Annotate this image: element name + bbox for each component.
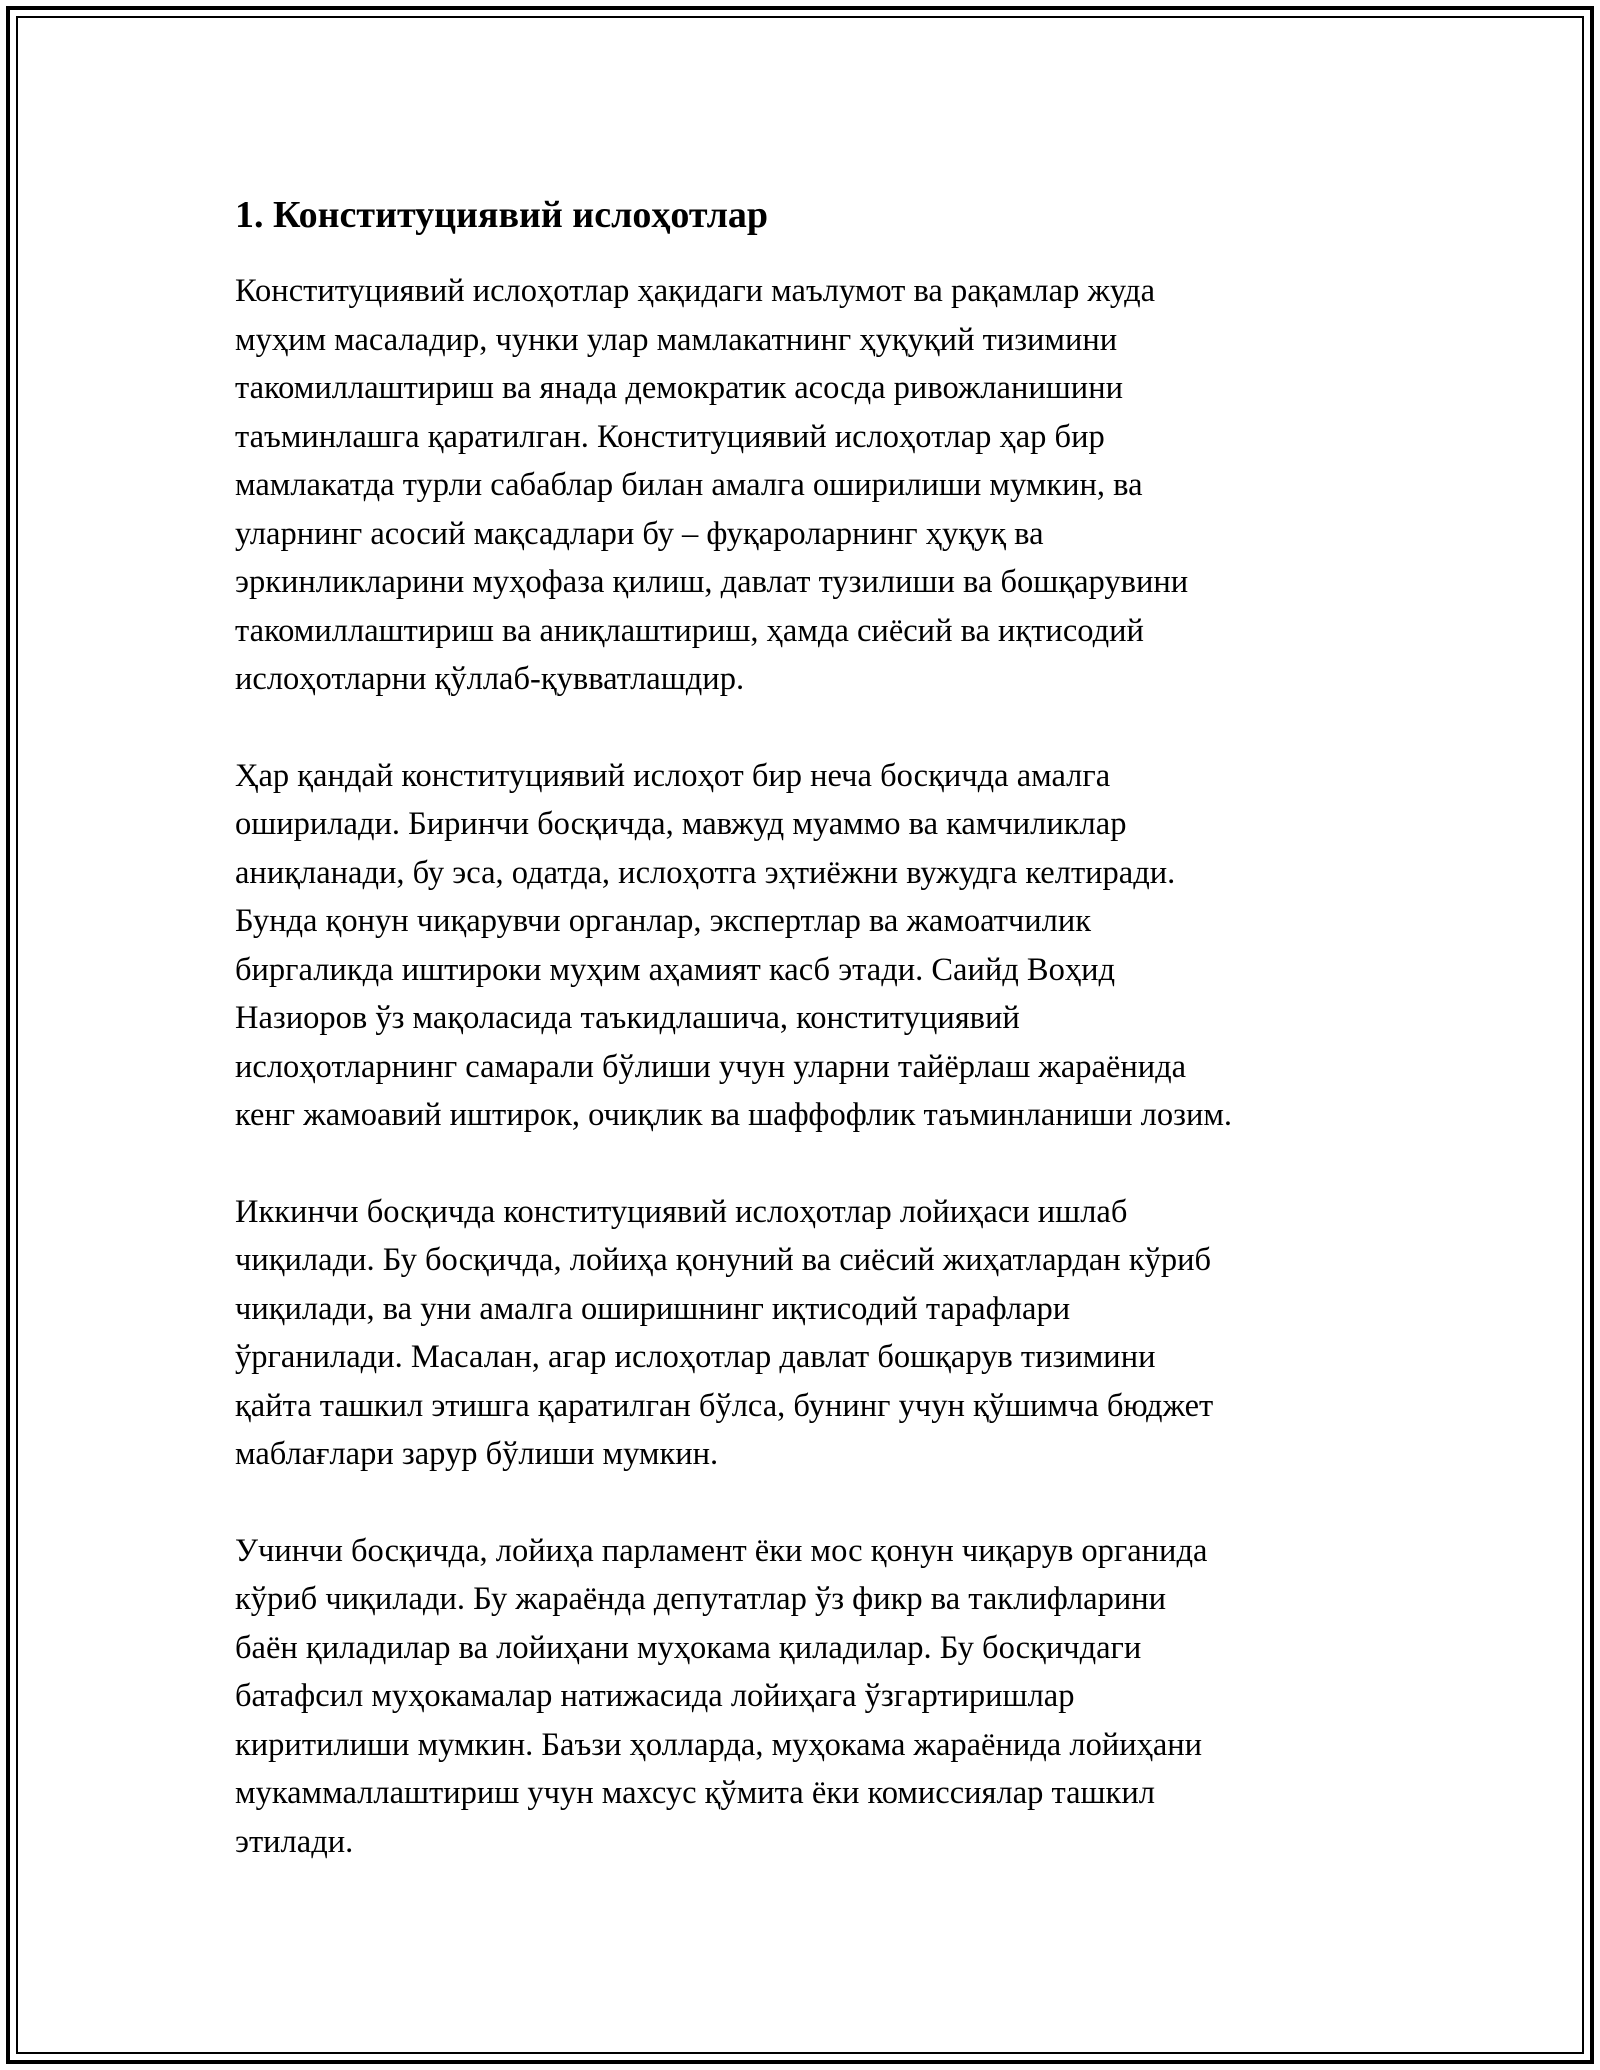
paragraph-line: муҳим масаладир, чунки улар мамлакатнинг ҳуқуқий тизимини xyxy=(235,321,1118,358)
paragraph-line: Назиоров ўз мақоласида таъкидлашича, конституциявий xyxy=(235,1000,1020,1036)
paragraph-line: баён қиладилар ва лойиҳани муҳокама қиладилар. Бу босқичдаги xyxy=(235,1629,1142,1666)
paragraph-line: чиқилади, ва уни амалга оширишнинг иқтисодий тарафлари xyxy=(235,1290,1071,1327)
paragraph-3 xyxy=(235,1188,1395,1479)
paragraph-line: кенг жамоавий иштирок, очиқлик ва шаффофлик таъминланиши лозим. xyxy=(235,1097,1233,1133)
paragraph-line: киритилиши мумкин. Баъзи ҳолларда, муҳокама жараёнида лойиҳани xyxy=(235,1726,1203,1763)
section-heading: 1. Конституциявий ислоҳотлар xyxy=(235,194,769,236)
paragraph-line: уларнинг асосий мақсадлари бу – фуқароларнинг ҳуқуқ ва xyxy=(235,515,1044,552)
paragraph-line: ўрганилади. Масалан, агар ислоҳотлар давлат бошқарув тизимини xyxy=(235,1339,1156,1375)
paragraph-line: Ҳар қандай конституциявий ислоҳот бир неча босқичда амалга xyxy=(235,757,1111,794)
paragraph-line: мамлакатда турли сабаблар билан амалга оширилиши мумкин, ва xyxy=(235,467,1143,503)
paragraph-line: қайта ташкил этишга қаратилган бўлса, бунинг учун қўшимча бюджет xyxy=(235,1387,1214,1424)
paragraph-line: аниқланади, бу эса, одатда, ислоҳотга эҳтиёжни вужудга келтиради. xyxy=(235,854,1176,891)
paragraph-line: ислоҳотларни қўллаб-қувватлашдир. xyxy=(235,661,745,697)
paragraph-line: такомиллаштириш ва янада демократик асосда ривожланишини xyxy=(235,370,1123,406)
paragraph-line: чиқилади. Бу босқичда, лойиҳа қонуний ва сиёсий жиҳатлардан кўриб xyxy=(235,1242,1212,1278)
paragraph-line: Конституциявий ислоҳотлар ҳақидаги маълумот ва рақамлар жуда xyxy=(235,273,1156,309)
paragraph-line: Иккинчи босқичда конституциявий ислоҳотлар лойиҳаси ишлаб xyxy=(235,1193,1128,1230)
paragraph-1 xyxy=(235,267,1395,704)
paragraph-line: эркинликларини муҳофаза қилиш, давлат тузилиши ва бошқарувини xyxy=(235,564,1189,600)
paragraph-line: батафсил муҳокамалар натижасида лойиҳага ўзгартиришлар xyxy=(235,1678,1075,1714)
paragraph-line: Учинчи босқичда, лойиҳа парламент ёки мос қонун чиқарув органида xyxy=(235,1532,1208,1569)
document-body xyxy=(235,185,1395,1866)
paragraph-line: такомиллаштириш ва аниқлаштириш, ҳамда сиёсий ва иқтисодий xyxy=(235,612,1144,649)
paragraph-line: ислоҳотларнинг самарали бўлиши учун уларни тайёрлаш жараёнида xyxy=(235,1048,1187,1085)
paragraph-2 xyxy=(235,752,1395,1140)
paragraph-line: маблағлари зарур бўлиши мумкин. xyxy=(235,1436,719,1472)
paragraph-4 xyxy=(235,1527,1395,1867)
paragraph-line: Бунда қонун чиқарувчи органлар, экспертлар ва жамоатчилик xyxy=(235,903,1092,939)
paragraph-line: мукаммаллаштириш учун махсус қўмита ёки комиссиялар ташкил xyxy=(235,1775,1155,1811)
paragraph-line: кўриб чиқилади. Бу жараёнда депутатлар ўз фикр ва таклифларини xyxy=(235,1581,1167,1617)
paragraph-line: таъминлашга қаратилган. Конституциявий ислоҳотлар ҳар бир xyxy=(235,418,1105,455)
paragraph-line: оширилади. Биринчи босқичда, мавжуд муаммо ва камчиликлар xyxy=(235,806,1127,842)
paragraph-line: биргаликда иштироки муҳим аҳамият касб этади. Саийд Воҳид xyxy=(235,951,1116,988)
paragraph-line: этилади. xyxy=(235,1823,354,1860)
